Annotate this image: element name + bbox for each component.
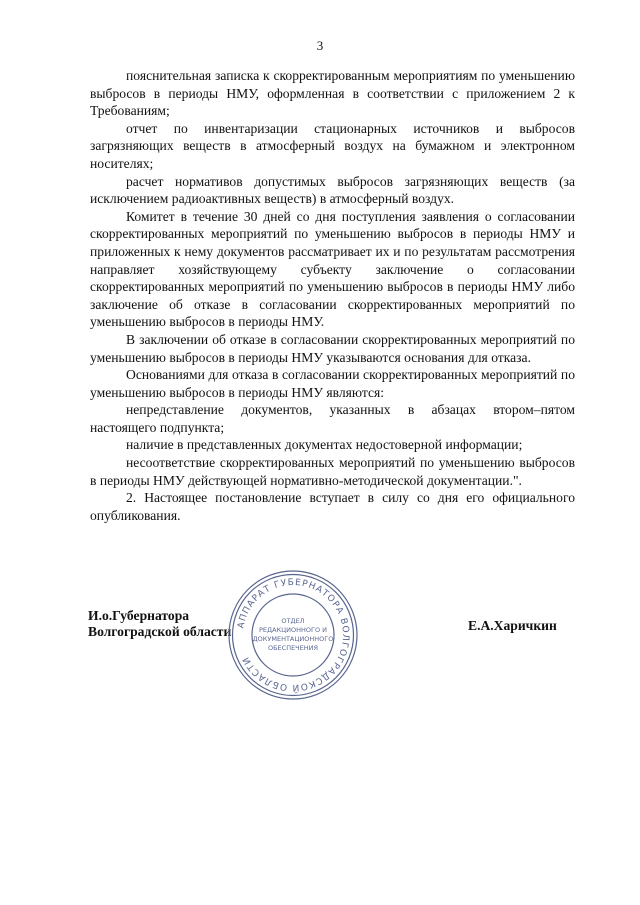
paragraph: несоответствие скорректированных мероприятий по уменьшению выбросов в периоды НМУ действующей нормативно-методической документации.". (90, 455, 575, 488)
paragraph: расчет нормативов допустимых выбросов загрязняющих веществ (за исключением радиоактивных веществ) в атмосферный воздух. (90, 173, 575, 207)
paragraph: Основаниями для отказа в согласовании скорректированных мероприятий по уменьшению выбросов в периоды НМУ являются: (90, 367, 575, 400)
page-number: 3 (316, 38, 324, 53)
stamp-center-line: ОТДЕЛ (281, 617, 305, 625)
paragraph: В заключении об отказе в согласовании скорректированных мероприятий по уменьшению выбросов в периоды НМУ указываются основания для отказа. (90, 331, 575, 365)
signatory-title-line2: Волгоградской области (88, 623, 232, 639)
stamp-center-line: ДОКУМЕНТАЦИОННОГО (252, 635, 334, 643)
paragraph: наличие в представленных документах недостоверной информации; (126, 437, 523, 453)
signatory-title-line1: И.о.Губернатора (88, 608, 190, 623)
official-stamp (226, 568, 360, 702)
stamp-ring-text: АППАРАТ ГУБЕРНАТОРА ВОЛГОГРАДСКОЙ ОБЛАСТИ (236, 577, 351, 693)
paragraph: отчет по инвентаризации стационарных источников и выбросов загрязняющих веществ в атмосферный воздух на бумажном и электронном носителях; (90, 120, 575, 171)
stamp-center-line: ОБЕСПЕЧЕНИЯ (267, 644, 319, 652)
signatory-title (88, 608, 231, 639)
paragraph: непредставление документов, указанных в абзацах втором–пятом настоящего подпункта; (90, 402, 575, 435)
signatory-name: Е.А.Харичкин (468, 618, 557, 633)
stamp-center-line: РЕДАКЦИОННОГО И (258, 626, 328, 634)
paragraph: пояснительная записка к скорректированным мероприятиям по уменьшению выбросов в периоды НМУ, оформленная в соответствии с приложением 2 к Требованиям; (90, 68, 575, 119)
paragraph: 2. Настоящее постановление вступает в силу со дня его официального опубликования. (90, 490, 575, 523)
paragraph: Комитет в течение 30 дней со дня поступления заявления о согласовании скорректированных мероприятий по уменьшению выбросов в периоды НМУ и приложенных к нему документов рассматривает их и по результатам рассмотрения направляет хозяйствующему субъекту заключение о согласовании скорректированных мероприятий по уменьшению выбросов в периоды НМУ либо заключение об отказе в согласовании скорректированных мероприятий по уменьшению выбросов в периоды НМУ. (90, 208, 575, 330)
document-body (90, 67, 575, 524)
